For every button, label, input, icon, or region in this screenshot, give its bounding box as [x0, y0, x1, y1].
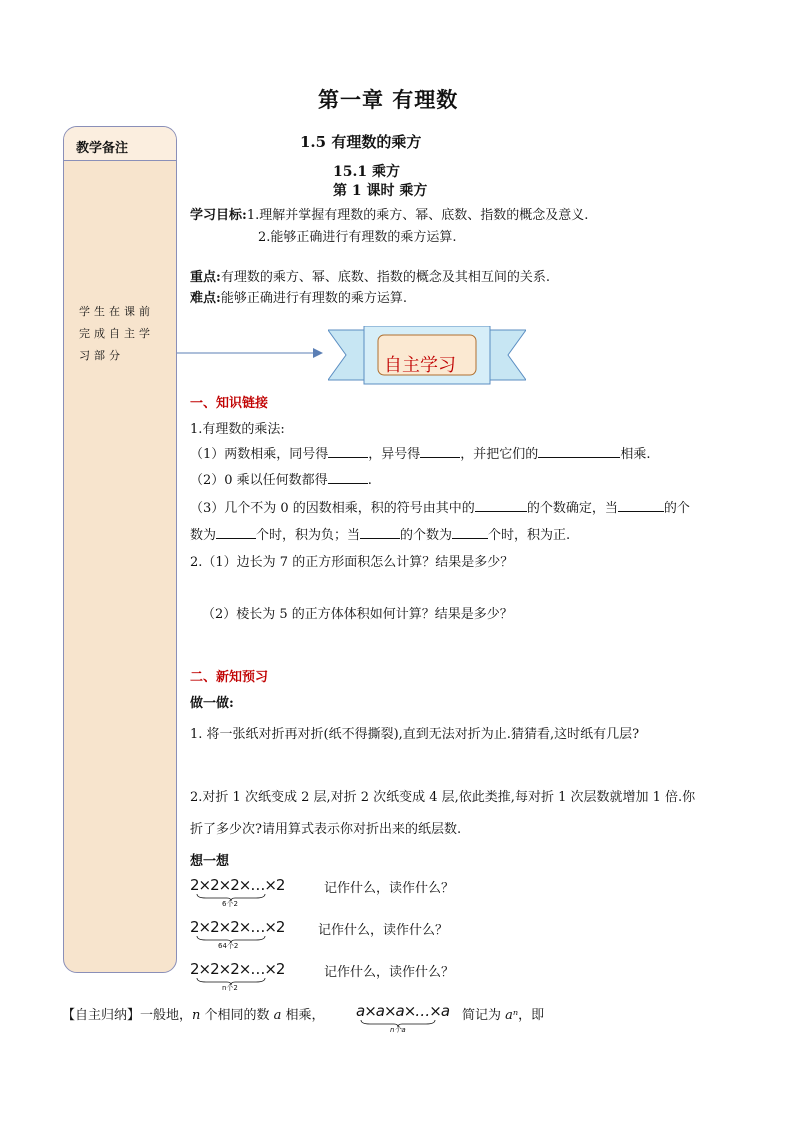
summary-n: n — [192, 1008, 201, 1023]
blank[interactable] — [538, 445, 620, 458]
q1c — [190, 497, 690, 516]
section1-heading: 一、知识链接 — [190, 396, 269, 411]
objective-1: 1.理解并掌握有理数的乘方、幂、底数、指数的概念及意义. — [246, 208, 589, 223]
section2-item2-line2: 折了多少次?请用算式表示你对折出来的纸层数. — [190, 822, 462, 837]
summary-text-4: 简记为 — [462, 1008, 506, 1023]
blank[interactable] — [328, 471, 368, 484]
objective-2: 2.能够正确进行有理数的乘方运算. — [258, 230, 457, 245]
summary-line — [62, 1004, 325, 1023]
formula-row — [190, 875, 285, 908]
chapter-title: 第一章 有理数 — [318, 87, 459, 112]
try-label: 做一做: — [190, 696, 234, 711]
summary-power: aⁿ — [505, 1008, 519, 1023]
objectives-label: 学习目标: — [190, 208, 247, 223]
objectives — [190, 204, 588, 223]
key-point — [190, 266, 550, 285]
q1: 1.有理数的乘法: — [190, 422, 285, 437]
blank[interactable] — [420, 445, 460, 458]
blank[interactable] — [216, 526, 256, 539]
teaching-notes-sidebar — [63, 126, 177, 973]
difficulty — [190, 287, 407, 306]
q1a-text-4: 相乘. — [620, 447, 651, 462]
q1d — [190, 524, 570, 543]
q1d-text-4: 个时，积为正. — [488, 528, 571, 543]
summary-subscript: n个a — [390, 1026, 406, 1034]
difficulty-label: 难点: — [190, 291, 221, 306]
summary-text-1: 【自主归纳】一般地， — [62, 1008, 193, 1023]
banner-text: 自主学习 — [384, 355, 456, 376]
q1d-text-1: 数为 — [190, 528, 217, 543]
sidebar-header: 教学备注 — [64, 127, 176, 161]
formula-row — [190, 959, 285, 992]
formula-expression: 2×2×2×…×2 — [190, 918, 285, 936]
summary-text-2: 个相同的数 — [200, 1008, 274, 1023]
arrow-connector — [177, 345, 325, 361]
formula-question: 记作什么，读作什么？ — [324, 965, 455, 980]
q1b — [190, 469, 372, 488]
formula-row — [190, 917, 285, 950]
key-point-text: 有理数的乘方、幂、底数、指数的概念及其相互间的关系. — [220, 270, 550, 285]
formula-expression: 2×2×2×…×2 — [190, 876, 285, 894]
blank[interactable] — [452, 526, 488, 539]
section2-item2-line1: 2.对折 1 次纸变成 2 层,对折 2 次纸变成 4 层,依此类推,每对折 1 次层数就增加 1 倍.你 — [190, 790, 696, 805]
section2-item1: 1. 将一张纸对折再对折(纸不得撕裂),直到无法对折为止.猜猜看,这时纸有几层? — [190, 727, 640, 742]
formula-expression: 2×2×2×…×2 — [190, 960, 285, 978]
formula-subscript: 6个2 — [222, 900, 238, 908]
blank[interactable] — [475, 499, 527, 512]
sidebar-note: 学生在课前完成自主学习部分 — [79, 305, 154, 362]
q1d-text-2: 个时，积为负；当 — [256, 528, 361, 543]
blank[interactable] — [328, 445, 368, 458]
formula-subscript: n个2 — [222, 984, 238, 992]
q1c-text-3: 的个 — [663, 501, 690, 516]
q1b-text-2: . — [367, 473, 372, 488]
summary-text-3: 相乘， — [281, 1008, 325, 1023]
formula-question: 记作什么，读作什么？ — [318, 923, 449, 938]
q2b: （2）棱长为 5 的正方体体积如何计算？结果是多少？ — [202, 607, 513, 622]
q1c-text-1: （3）几个不为 0 的因数相乘，积的符号由其中的 — [190, 501, 475, 516]
q1a-text-3: ，并把它们的 — [460, 447, 539, 462]
summary-expression: a×a×a×…×a — [356, 1002, 450, 1020]
key-point-label: 重点: — [190, 270, 221, 285]
q1d-text-3: 的个数为 — [400, 528, 453, 543]
blank[interactable] — [618, 499, 664, 512]
formula-subscript: 64个2 — [218, 942, 239, 950]
summary-text-5: ，即 — [518, 1008, 545, 1023]
summary-a: a — [273, 1008, 282, 1023]
subsection-title: 15.1 乘方 — [333, 164, 400, 180]
difficulty-text: 能够正确进行有理数的乘方运算. — [220, 291, 407, 306]
q2a: 2.（1）边长为 7 的正方形面积怎么计算？结果是多少？ — [190, 555, 514, 570]
q1a — [190, 443, 650, 462]
summary-tail — [462, 1004, 544, 1023]
blank[interactable] — [360, 526, 400, 539]
section-title: 1.5 有理数的乘方 — [300, 133, 422, 151]
q1c-text-2: 的个数确定，当 — [526, 501, 618, 516]
summary-formula — [356, 1001, 450, 1034]
q1a-text-2: ，异号得 — [368, 447, 421, 462]
formula-question: 记作什么，读作什么？ — [324, 881, 455, 896]
q1a-text-1: （1）两数相乘，同号得 — [190, 447, 329, 462]
section2-heading: 二、新知预习 — [190, 670, 269, 685]
think-label: 想一想 — [190, 854, 230, 869]
lesson-title: 第 1 课时 乘方 — [333, 183, 428, 199]
q1b-text-1: （2）0 乘以任何数都得 — [190, 473, 328, 488]
